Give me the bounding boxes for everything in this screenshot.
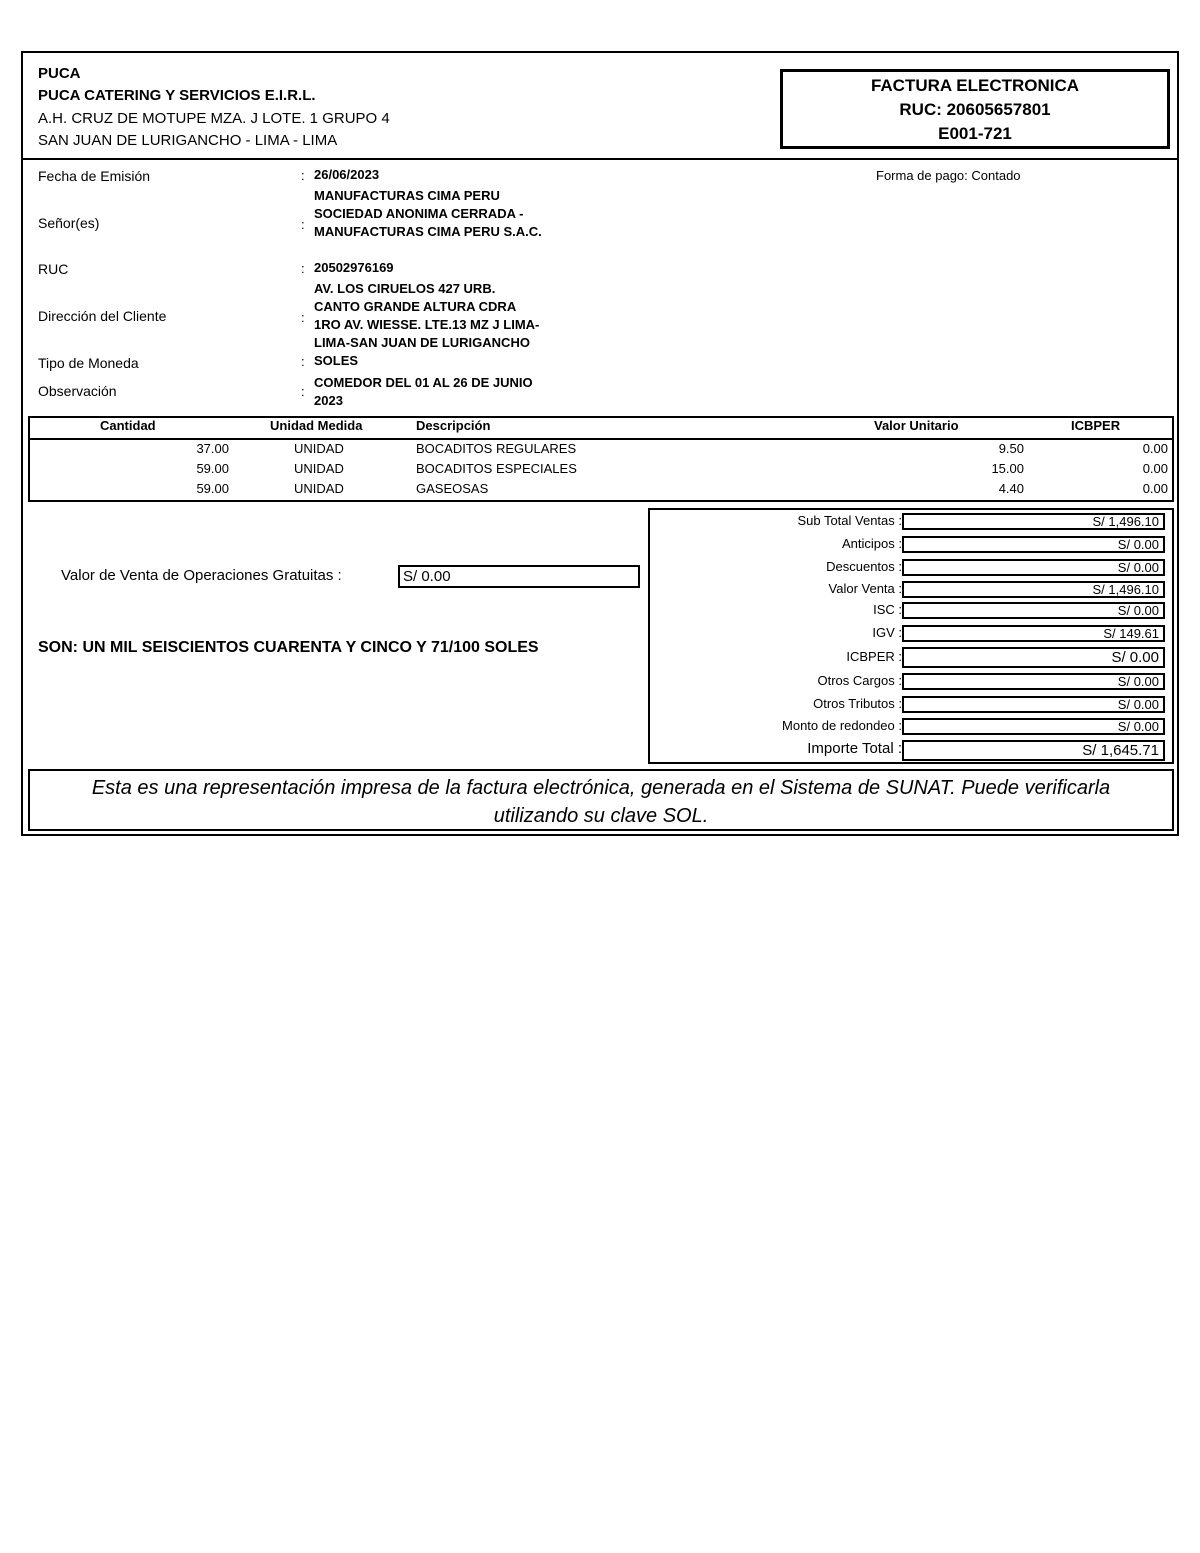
issuer-legal-name: PUCA CATERING Y SERVICIOS E.I.R.L. [38, 87, 316, 104]
total-value-subtotal: S/ 1,496.10 [902, 513, 1165, 530]
cell-cantidad: 59.00 [196, 461, 229, 476]
total-label-otros-cargos: Otros Cargos : [817, 673, 902, 688]
total-value-importe-total: S/ 1,645.71 [902, 740, 1165, 761]
document-number: E001-721 [938, 124, 1012, 143]
direccion-line: AV. LOS CIRUELOS 427 URB. [314, 281, 496, 296]
cell-unidad: UNIDAD [294, 441, 344, 456]
cell-cantidad: 59.00 [196, 481, 229, 496]
total-value-otros-tributos: S/ 0.00 [902, 696, 1165, 713]
total-label-igv: IGV : [872, 625, 902, 640]
col-header-cantidad: Cantidad [100, 418, 156, 433]
gratuitas-label: Valor de Venta de Operaciones Gratuitas : [61, 567, 342, 584]
observacion-label: Observación [38, 383, 117, 399]
col-header-valor-unitario: Valor Unitario [874, 418, 959, 433]
total-label-subtotal: Sub Total Ventas : [797, 513, 902, 528]
fecha-value: 26/06/2023 [314, 167, 380, 182]
items-header-divider [30, 438, 1172, 440]
colon: : [301, 384, 305, 399]
total-label-otros-tributos: Otros Tributos : [813, 696, 902, 711]
cell-icbper: 0.00 [1142, 481, 1168, 496]
document-ruc: RUC: 20605657801 [899, 100, 1051, 119]
total-label-valor-venta: Valor Venta : [828, 581, 902, 596]
total-label-descuentos: Descuentos : [826, 559, 902, 574]
cell-descripcion: GASEOSAS [416, 481, 489, 496]
direccion-line: CANTO GRANDE ALTURA CDRA [314, 299, 517, 314]
totals-box [648, 508, 1174, 764]
issuer-address-line1: A.H. CRUZ DE MOTUPE MZA. J LOTE. 1 GRUPO 4 [38, 110, 390, 127]
senor-value [314, 187, 542, 241]
ruc-value: 20502976169 [314, 260, 394, 275]
senor-label: Señor(es) [38, 215, 100, 231]
cell-unidad: UNIDAD [294, 461, 344, 476]
cell-valor-unitario: 4.40 [998, 481, 1024, 496]
cell-descripcion: BOCADITOS ESPECIALES [416, 461, 577, 476]
total-label-redondeo: Monto de redondeo : [782, 718, 902, 733]
gratuitas-value: S/ 0.00 [398, 565, 640, 588]
observacion-line: COMEDOR DEL 01 AL 26 DE JUNIO [314, 375, 533, 390]
total-label-isc: ISC : [873, 602, 902, 617]
total-value-descuentos: S/ 0.00 [902, 559, 1165, 576]
total-label-anticipos: Anticipos : [842, 536, 902, 551]
total-value-otros-cargos: S/ 0.00 [902, 673, 1165, 690]
table-row-1 [30, 441, 1172, 501]
direccion-line: 1RO AV. WIESSE. LTE.13 MZ J LIMA- [314, 317, 540, 332]
cell-descripcion: BOCADITOS REGULARES [416, 441, 577, 456]
total-value-valor-venta: S/ 1,496.10 [902, 581, 1165, 598]
moneda-label: Tipo de Moneda [38, 355, 139, 371]
observacion-line: 2023 [314, 393, 343, 408]
direccion-line: LIMA-SAN JUAN DE LURIGANCHO [314, 335, 530, 350]
moneda-value: SOLES [314, 353, 359, 368]
fecha-label: Fecha de Emisión [38, 168, 151, 184]
senor-line: SOCIEDAD ANONIMA CERRADA - [314, 206, 524, 221]
total-label-importe-total: Importe Total : [807, 740, 902, 757]
header-divider [23, 158, 1177, 160]
col-header-icbper: ICBPER [1071, 418, 1121, 433]
col-header-unidad: Unidad Medida [270, 418, 363, 433]
cell-unidad: UNIDAD [294, 481, 344, 496]
document-type: FACTURA ELECTRONICA [870, 76, 1080, 95]
cell-cantidad: 37.00 [196, 441, 229, 456]
cell-valor-unitario: 9.50 [998, 441, 1024, 456]
invoice [21, 51, 1179, 836]
total-value-isc: S/ 0.00 [902, 602, 1165, 619]
cell-icbper: 0.00 [1142, 461, 1168, 476]
total-value-redondeo: S/ 0.00 [902, 718, 1165, 735]
direccion-value [314, 280, 539, 352]
colon: : [301, 354, 305, 369]
document-id-box [780, 69, 1170, 149]
total-value-anticipos: S/ 0.00 [902, 536, 1165, 553]
total-value-igv: S/ 149.61 [902, 625, 1165, 642]
ruc-label: RUC [38, 261, 69, 277]
colon: : [301, 168, 305, 183]
col-header-descripcion: Descripción [416, 418, 491, 433]
amount-in-words: SON: UN MIL SEISCIENTOS CUARENTA Y CINCO Y 71/100 SOLES [38, 639, 539, 656]
issuer-address-line2: SAN JUAN DE LURIGANCHO - LIMA - LIMA [38, 132, 338, 149]
total-value-icbper: S/ 0.00 [902, 647, 1165, 668]
direccion-label: Dirección del Cliente [38, 308, 167, 324]
items-table [28, 416, 1174, 502]
payment-method: Forma de pago: Contado [876, 168, 1021, 183]
total-label-icbper: ICBPER : [846, 649, 902, 664]
senor-line: MANUFACTURAS CIMA PERU [314, 188, 500, 203]
footer-note: Esta es una representación impresa de la factura electrónica, generada en el Sistema de SUNAT. Puede verificarla utilizando su clave SOL. [28, 769, 1174, 831]
cell-icbper: 0.00 [1142, 441, 1168, 456]
senor-line: MANUFACTURAS CIMA PERU S.A.C. [314, 224, 542, 239]
issuer-trade-name: PUCA [38, 65, 81, 82]
observacion-value [314, 374, 533, 410]
colon: : [301, 310, 305, 325]
colon: : [301, 261, 305, 276]
colon: : [301, 217, 305, 232]
cell-valor-unitario: 15.00 [991, 461, 1024, 476]
